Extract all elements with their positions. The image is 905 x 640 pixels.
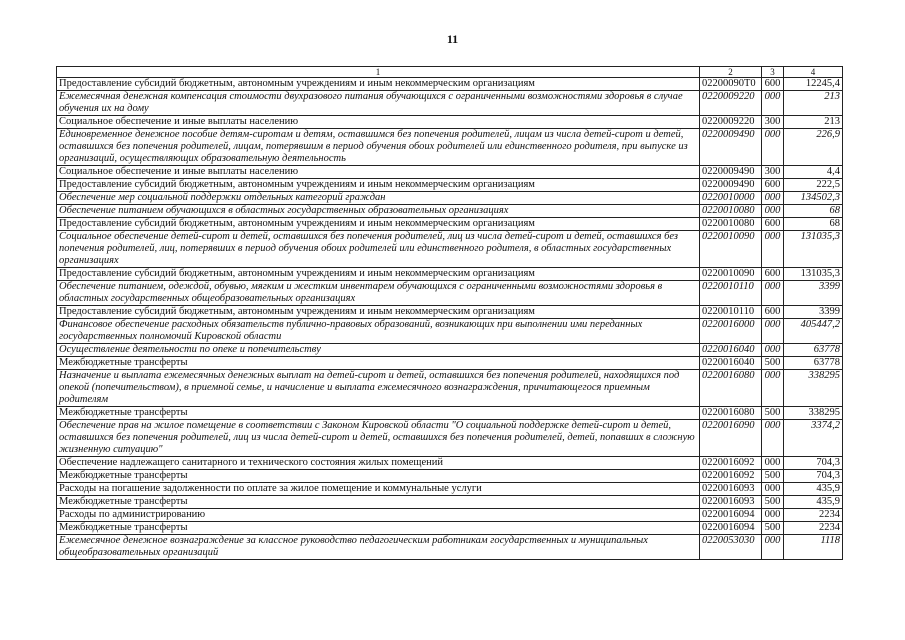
- row-type: 500: [762, 496, 784, 509]
- row-name: Межбюджетные трансферты: [57, 522, 700, 535]
- row-code: 0220009490: [700, 166, 762, 179]
- row-name: Социальное обеспечение и иные выплаты населению: [57, 166, 700, 179]
- row-amount: 2234: [784, 509, 843, 522]
- table-row: [57, 470, 843, 483]
- row-amount: 3399: [784, 281, 843, 306]
- row-code: 0220010000: [700, 192, 762, 205]
- table-row: [57, 78, 843, 91]
- row-amount: 338295: [784, 370, 843, 407]
- table-row: [57, 192, 843, 205]
- table-row: [57, 179, 843, 192]
- row-code: 0220016040: [700, 344, 762, 357]
- row-type: 000: [762, 319, 784, 344]
- page-number: 11: [446, 32, 459, 46]
- row-amount: 68: [784, 218, 843, 231]
- row-code: 0220009220: [700, 91, 762, 116]
- table-row: [57, 218, 843, 231]
- row-type: 600: [762, 179, 784, 192]
- table-row: [57, 268, 843, 281]
- row-amount: 3399: [784, 306, 843, 319]
- row-amount: 2234: [784, 522, 843, 535]
- table-row: [57, 306, 843, 319]
- row-name: Единовременное денежное пособие детям-сиротам и детям, оставшимся без попечения родителей, лицам из числа детей-сирот и детей, оставшихся без попечения родителей, лицам, потерявшим в период обучения обоих родителей или единственного родителя, при выпуске из организаций, осуществляющих образовательную деятельность: [57, 129, 700, 166]
- row-code: 0220053030: [700, 535, 762, 560]
- row-code: 02200090T0: [700, 78, 762, 91]
- row-code: 0220009490: [700, 179, 762, 192]
- table-row: [57, 420, 843, 457]
- row-amount: 131035,3: [784, 231, 843, 268]
- row-name: Финансовое обеспечение расходных обязательств публично-правовых образований, возникающих при выполнении ими переданных государственных полномочий Кировской области: [57, 319, 700, 344]
- table-row: [57, 231, 843, 268]
- row-type: 000: [762, 205, 784, 218]
- row-type: 000: [762, 344, 784, 357]
- table-row: [57, 496, 843, 509]
- row-code: 0220016040: [700, 357, 762, 370]
- row-name: Социальное обеспечение детей-сирот и детей, оставшихся без попечения родителей, лиц из числа детей-сирот и детей, оставшихся без попечения родителей, лиц, потерявших в период обучения обоих родителей или единственного родителя, в областных государственных организациях: [57, 231, 700, 268]
- row-type: 000: [762, 129, 784, 166]
- row-type: 000: [762, 370, 784, 407]
- row-type: 500: [762, 522, 784, 535]
- row-code: 0220010080: [700, 205, 762, 218]
- row-amount: 226,9: [784, 129, 843, 166]
- row-type: 000: [762, 281, 784, 306]
- row-code: 0220016000: [700, 319, 762, 344]
- table-row: [57, 116, 843, 129]
- row-type: 000: [762, 192, 784, 205]
- row-type: 500: [762, 470, 784, 483]
- row-type: 300: [762, 166, 784, 179]
- row-name: Обеспечение прав на жилое помещение в соответствии с Законом Кировской области "О социальной поддержке детей-сирот и детей, оставшихся без попечения родителей, лиц из числа детей-сирот и детей, оставшихся без попечения родителей, детей, попавших в сложную жизненную ситуацию": [57, 420, 700, 457]
- row-type: 000: [762, 535, 784, 560]
- row-amount: 213: [784, 91, 843, 116]
- row-type: 600: [762, 306, 784, 319]
- table-row: [57, 457, 843, 470]
- row-amount: 704,3: [784, 457, 843, 470]
- row-amount: 1118: [784, 535, 843, 560]
- row-name: Обеспечение мер социальной поддержки отдельных категорий граждан: [57, 192, 700, 205]
- row-name: Межбюджетные трансферты: [57, 357, 700, 370]
- header-col-name: 1: [57, 67, 700, 78]
- row-code: 0220010110: [700, 281, 762, 306]
- row-name: Обеспечение питанием, одеждой, обувью, мягким и жестким инвентарем обучающихся с ограниченными возможностями здоровья в областных государственных общеобразовательных организациях: [57, 281, 700, 306]
- table-row: [57, 91, 843, 116]
- table-row: [57, 319, 843, 344]
- table-row: [57, 370, 843, 407]
- budget-table: [56, 66, 843, 560]
- row-name: Межбюджетные трансферты: [57, 407, 700, 420]
- row-amount: 63778: [784, 344, 843, 357]
- row-amount: 3374,2: [784, 420, 843, 457]
- row-type: 600: [762, 268, 784, 281]
- row-amount: 131035,3: [784, 268, 843, 281]
- table-row: [57, 509, 843, 522]
- row-name: Ежемесячная денежная компенсация стоимости двухразового питания обучающихся с ограниченными возможностями здоровья в случае обучения их на дому: [57, 91, 700, 116]
- table-row: [57, 483, 843, 496]
- table-header-row: [57, 67, 843, 78]
- table-row: [57, 344, 843, 357]
- row-code: 0220016080: [700, 370, 762, 407]
- table-row: [57, 281, 843, 306]
- table-row: [57, 129, 843, 166]
- row-type: 000: [762, 457, 784, 470]
- row-amount: 704,3: [784, 470, 843, 483]
- row-amount: 338295: [784, 407, 843, 420]
- row-code: 0220009220: [700, 116, 762, 129]
- row-type: 000: [762, 91, 784, 116]
- table-body: [57, 78, 843, 560]
- row-name: Обеспечение питанием обучающихся в областных государственных образовательных организациях: [57, 205, 700, 218]
- row-amount: 405447,2: [784, 319, 843, 344]
- row-type: 300: [762, 116, 784, 129]
- row-type: 500: [762, 407, 784, 420]
- row-amount: 222,5: [784, 179, 843, 192]
- row-amount: 4,4: [784, 166, 843, 179]
- row-code: 0220016092: [700, 457, 762, 470]
- table-row: [57, 357, 843, 370]
- row-name: Межбюджетные трансферты: [57, 496, 700, 509]
- row-amount: 12245,4: [784, 78, 843, 91]
- row-amount: 213: [784, 116, 843, 129]
- header-col-code: 2: [700, 67, 762, 78]
- row-type: 000: [762, 509, 784, 522]
- row-code: 0220009490: [700, 129, 762, 166]
- row-amount: 134502,3: [784, 192, 843, 205]
- row-amount: 435,9: [784, 496, 843, 509]
- row-name: Предоставление субсидий бюджетным, автономным учреждениям и иным некоммерческим организациям: [57, 78, 700, 91]
- row-name: Расходы по администрированию: [57, 509, 700, 522]
- row-name: Ежемесячное денежное вознаграждение за классное руководство педагогическим работникам государственных и муниципальных общеобразовательных организаций: [57, 535, 700, 560]
- row-code: 0220010090: [700, 268, 762, 281]
- table-row: [57, 205, 843, 218]
- row-name: Предоставление субсидий бюджетным, автономным учреждениям и иным некоммерческим организациям: [57, 179, 700, 192]
- row-code: 0220016093: [700, 496, 762, 509]
- header-col-amount: 4: [784, 67, 843, 78]
- row-name: Социальное обеспечение и иные выплаты населению: [57, 116, 700, 129]
- row-name: Предоставление субсидий бюджетным, автономным учреждениям и иным некоммерческим организациям: [57, 218, 700, 231]
- table-row: [57, 522, 843, 535]
- row-code: 0220016090: [700, 420, 762, 457]
- row-type: 600: [762, 78, 784, 91]
- row-name: Назначение и выплата ежемесячных денежных выплат на детей-сирот и детей, оставшихся без попечения родителей, находящихся под опекой (попечительством), в приемной семье, и начисление и выплата ежемесячного вознаграждения, причитающегося приемным родителям: [57, 370, 700, 407]
- row-name: Расходы на погашение задолженности по оплате за жилое помещение и коммунальные услуги: [57, 483, 700, 496]
- row-name: Предоставление субсидий бюджетным, автономным учреждениям и иным некоммерческим организациям: [57, 268, 700, 281]
- row-code: 0220016094: [700, 509, 762, 522]
- row-name: Осуществление деятельности по опеке и попечительству: [57, 344, 700, 357]
- table-row: [57, 407, 843, 420]
- header-col-type: 3: [762, 67, 784, 78]
- row-code: 0220016093: [700, 483, 762, 496]
- row-type: 600: [762, 218, 784, 231]
- row-name: Межбюджетные трансферты: [57, 470, 700, 483]
- row-code: 0220010110: [700, 306, 762, 319]
- row-name: Обеспечение надлежащего санитарного и технического состояния жилых помещений: [57, 457, 700, 470]
- row-amount: 63778: [784, 357, 843, 370]
- row-code: 0220016092: [700, 470, 762, 483]
- row-amount: 435,9: [784, 483, 843, 496]
- row-code: 0220010080: [700, 218, 762, 231]
- row-type: 500: [762, 357, 784, 370]
- row-name: Предоставление субсидий бюджетным, автономным учреждениям и иным некоммерческим организациям: [57, 306, 700, 319]
- row-code: 0220016094: [700, 522, 762, 535]
- row-type: 000: [762, 420, 784, 457]
- table-row: [57, 166, 843, 179]
- row-code: 0220010090: [700, 231, 762, 268]
- row-code: 0220016080: [700, 407, 762, 420]
- row-type: 000: [762, 483, 784, 496]
- row-type: 000: [762, 231, 784, 268]
- table-row: [57, 535, 843, 560]
- row-amount: 68: [784, 205, 843, 218]
